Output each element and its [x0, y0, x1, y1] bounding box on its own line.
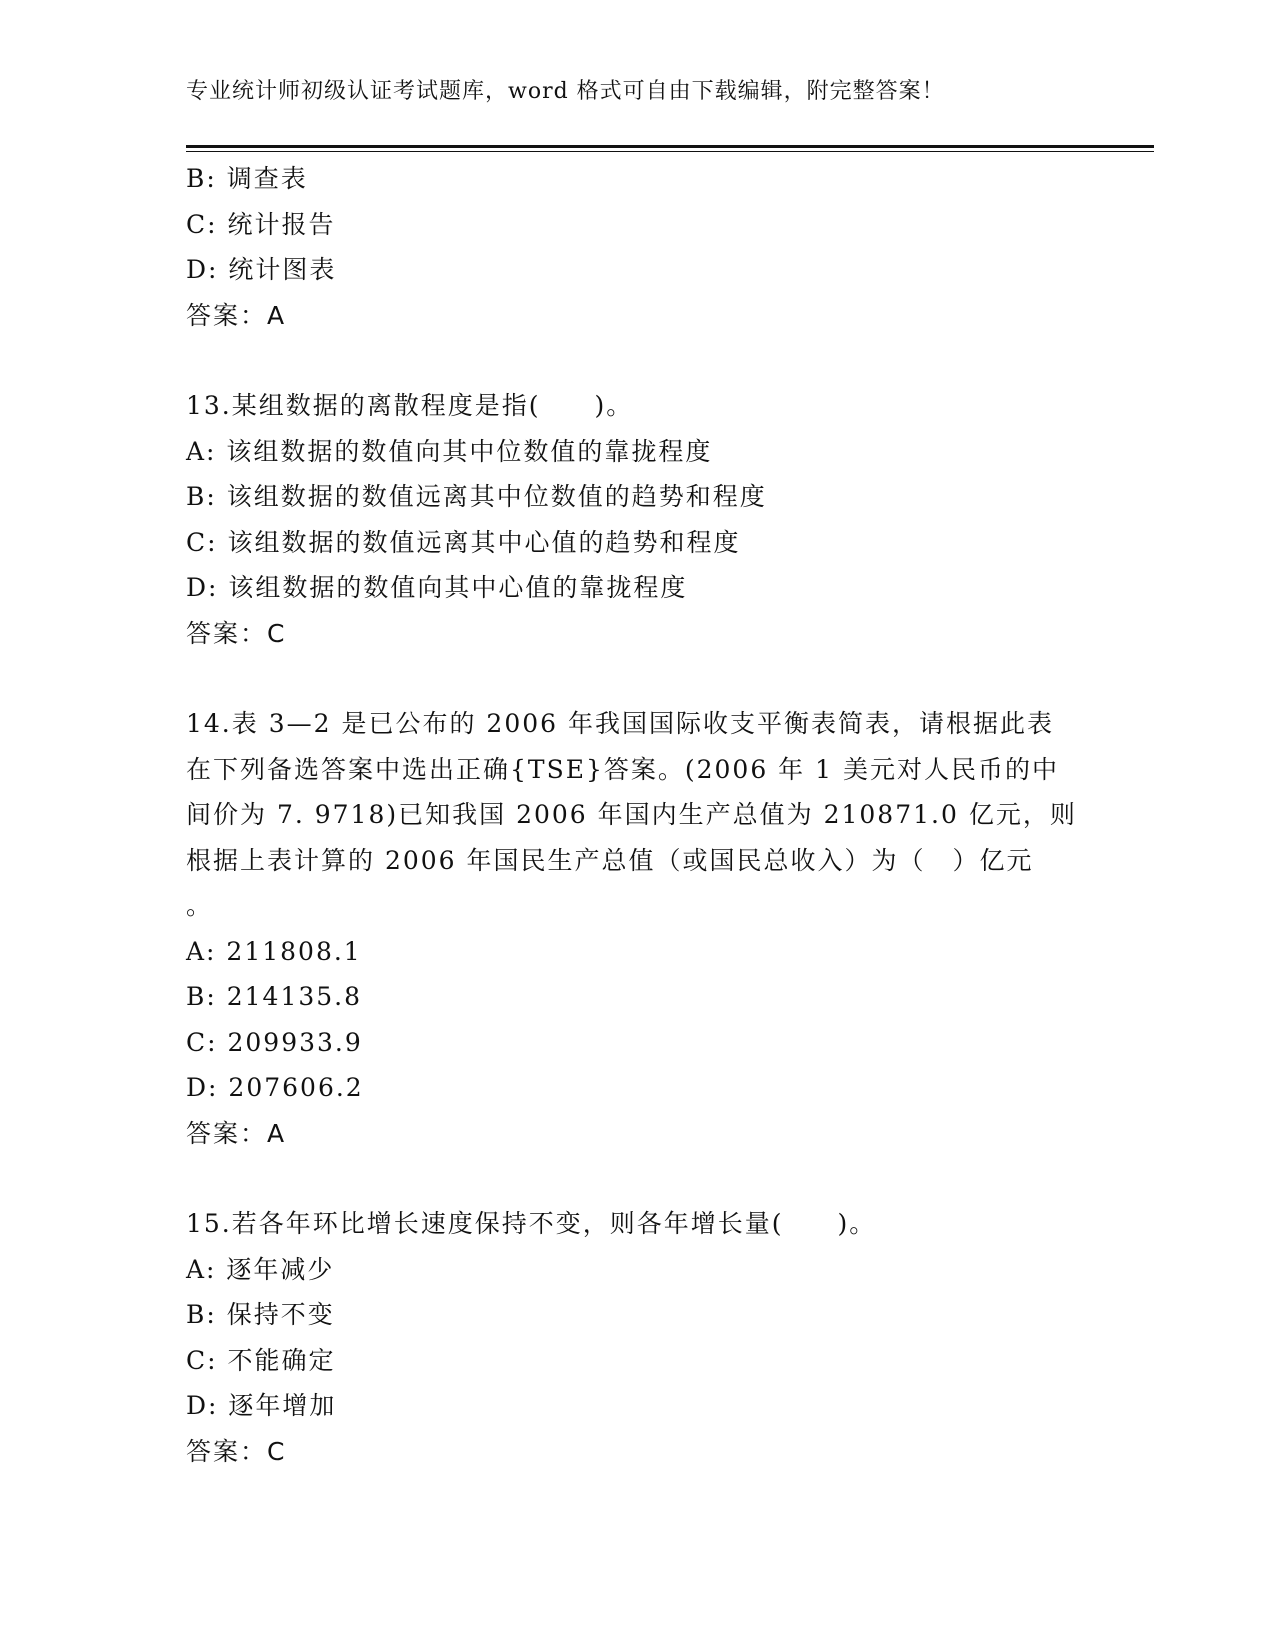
- question-stem: 13.某组数据的离散程度是指( )。: [186, 391, 634, 420]
- answer-line: 答案：C: [186, 1436, 287, 1466]
- header-rule-thick: [186, 145, 1154, 148]
- option-d: D: 逐年增加: [186, 1391, 337, 1420]
- question-12-tail: [186, 156, 1086, 338]
- answer-line: 答案：A: [186, 300, 287, 330]
- question-13: [186, 383, 1086, 656]
- option-d: D: 该组数据的数值向其中心值的靠拢程度: [186, 573, 688, 602]
- option-b: B: 保持不变: [186, 1300, 335, 1329]
- option-a: A: 该组数据的数值向其中位数值的靠拢程度: [186, 436, 713, 466]
- spacer: [186, 338, 1086, 383]
- question-stem: 15.若各年环比增长速度保持不变，则各年增长量( )。: [186, 1209, 877, 1238]
- option-c: C: 该组数据的数值远离其中心值的趋势和程度: [186, 527, 741, 557]
- stem-line: 间价为 7. 9718)已知我国 2006 年国内生产总值为 210871.0 亿元，则: [186, 800, 1077, 829]
- question-14: [186, 701, 1086, 1156]
- question-15: [186, 1201, 1086, 1474]
- stem-line: 在下列备选答案中选出正确{TSE}答案。(2006 年 1 美元对人民币的中: [186, 754, 1059, 784]
- option-b: B: 214135.8: [186, 982, 363, 1011]
- option-a: A: 逐年减少: [186, 1254, 335, 1284]
- option-c: C: 统计报告: [186, 209, 336, 239]
- question-stem: [186, 701, 1086, 929]
- page-header: 专业统计师初级认证考试题库，word 格式可自由下载编辑，附完整答案！: [186, 79, 945, 104]
- option-d: D: 207606.2: [186, 1073, 364, 1102]
- option-a: A: 211808.1: [186, 936, 362, 966]
- header-rule-thin: [186, 151, 1154, 152]
- answer-line: 答案：C: [186, 618, 287, 648]
- stem-line: 。: [186, 891, 214, 920]
- option-b: B: 调查表: [186, 164, 308, 193]
- spacer: [186, 1156, 1086, 1201]
- option-c: C: 不能确定: [186, 1345, 336, 1375]
- answer-line: 答案：A: [186, 1118, 287, 1148]
- stem-line: 14.表 3—2 是已公布的 2006 年我国国际收支平衡表简表，请根据此表: [186, 709, 1054, 738]
- spacer: [186, 656, 1086, 701]
- option-d: D: 统计图表: [186, 255, 337, 284]
- stem-line: 根据上表计算的 2006 年国民生产总值（或国民总收入）为（ ）亿元: [186, 845, 1034, 875]
- option-b: B: 该组数据的数值远离其中位数值的趋势和程度: [186, 482, 767, 511]
- option-c: C: 209933.9: [186, 1027, 363, 1057]
- document-body: [186, 156, 1086, 1474]
